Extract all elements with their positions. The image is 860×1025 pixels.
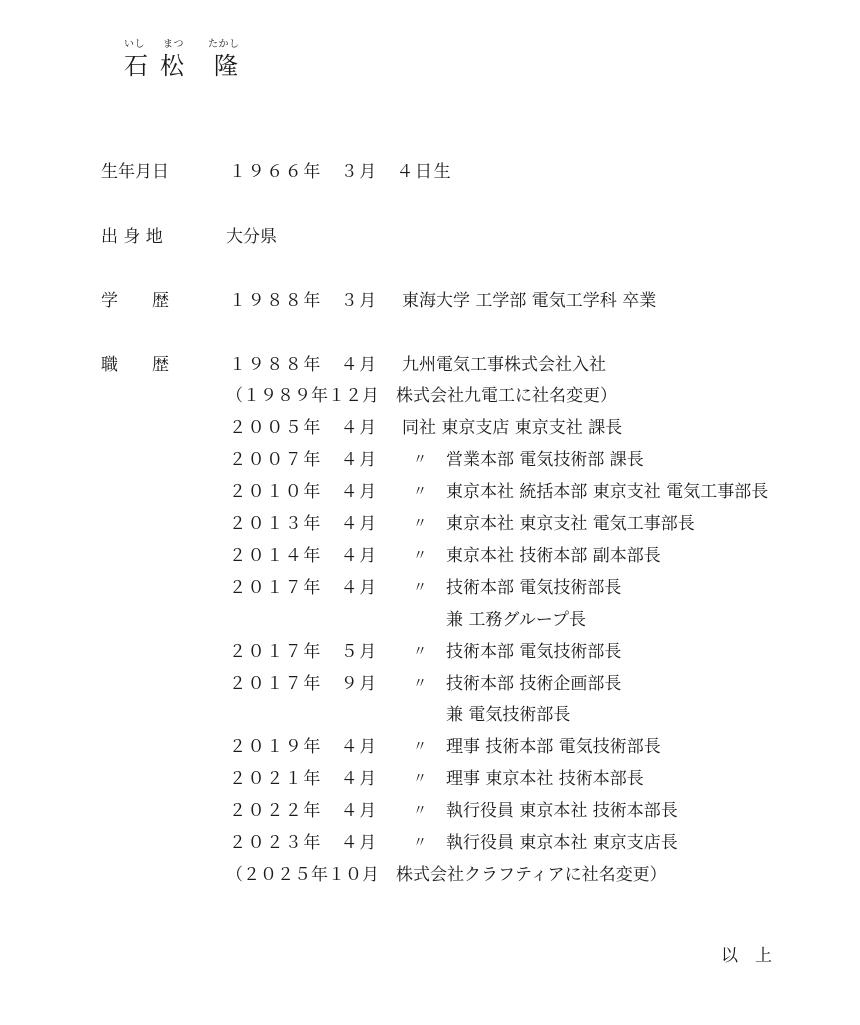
name-given-char: 隆 [214, 52, 238, 80]
career-date: ２０２３年 ４月 [229, 833, 378, 853]
education-label: 学 歴 [101, 291, 169, 311]
birth-label: 生年月日 [101, 162, 169, 182]
ditto-mark: 〃 [413, 516, 427, 532]
career-date: ２０１０年 ４月 [229, 482, 378, 502]
career-text: 営業本部 電気技術部 課長 [446, 450, 644, 470]
name-ruby-given: たかし [208, 39, 240, 50]
ditto-mark: 〃 [413, 548, 427, 564]
birth-value: １９６６年 ３月 ４日生 [229, 162, 453, 182]
ditto-mark: 〃 [413, 484, 427, 500]
career-date: ２００７年 ４月 [229, 450, 378, 470]
closing-text: 以 上 [721, 946, 772, 966]
career-date: ２０１４年 ４月 [229, 546, 378, 566]
ditto-mark: 〃 [413, 452, 427, 468]
ditto-mark: 〃 [413, 676, 427, 692]
ditto-mark: 〃 [413, 771, 427, 787]
career-text: 東京本社 統括本部 東京支社 電気工事部長 [446, 482, 769, 502]
career-text: 東京本社 技術本部 副本部長 [446, 546, 661, 566]
career-date: ２０１９年 ４月 [229, 737, 378, 757]
career-date: ２０１７年 ９月 [229, 674, 378, 694]
name-ruby-family-1: いし [124, 39, 145, 50]
ditto-mark: 〃 [413, 644, 427, 660]
career-rename-note: （１９８９年１２月 株式会社九電工に社名変更） [226, 386, 617, 406]
career-text: 技術本部 電気技術部長 [446, 578, 622, 598]
career-date: ２０２２年 ４月 [229, 801, 378, 821]
career-text: 理事 東京本社 技術本部長 [446, 769, 644, 789]
career-concurrent-text: 兼 工務グループ長 [446, 610, 587, 630]
ditto-mark: 〃 [413, 580, 427, 596]
career-rename-note: （２０２５年１０月 株式会社クラフティアに社名変更） [226, 865, 667, 885]
name-family-char-2: 松 [160, 52, 184, 80]
ditto-mark: 〃 [413, 803, 427, 819]
career-date: ２０１３年 ４月 [229, 514, 378, 534]
career-date: ２００５年 ４月 [229, 418, 378, 438]
education-date: １９８８年 ３月 [229, 291, 378, 311]
name-family-char-1: 石 [124, 52, 148, 80]
ditto-mark: 〃 [413, 835, 427, 851]
career-date: １９８８年 ４月 [229, 355, 378, 375]
career-text: 同社 東京支店 東京支社 課長 [402, 418, 623, 438]
career-text: 理事 技術本部 電気技術部長 [446, 737, 661, 757]
education-text: 東海大学 工学部 電気工学科 卒業 [402, 291, 657, 311]
name-ruby-family-2: まつ [163, 39, 184, 50]
career-text: 九州電気工事株式会社入社 [402, 355, 606, 375]
career-text: 技術本部 技術企画部長 [446, 674, 622, 694]
career-text: 執行役員 東京本社 技術本部長 [446, 801, 678, 821]
career-text: 東京本社 東京支社 電気工事部長 [446, 514, 695, 534]
birthplace-value: 大分県 [226, 227, 277, 247]
career-date: ２０１７年 ５月 [229, 642, 378, 662]
career-text: 技術本部 電気技術部長 [446, 642, 622, 662]
career-date: ２０１７年 ４月 [229, 578, 378, 598]
ditto-mark: 〃 [413, 739, 427, 755]
career-concurrent-text: 兼 電気技術部長 [446, 705, 571, 725]
birthplace-label: 出 身 地 [101, 227, 163, 247]
career-label: 職 歴 [101, 355, 169, 375]
career-text: 執行役員 東京本社 東京支店長 [446, 833, 678, 853]
career-date: ２０２１年 ４月 [229, 769, 378, 789]
